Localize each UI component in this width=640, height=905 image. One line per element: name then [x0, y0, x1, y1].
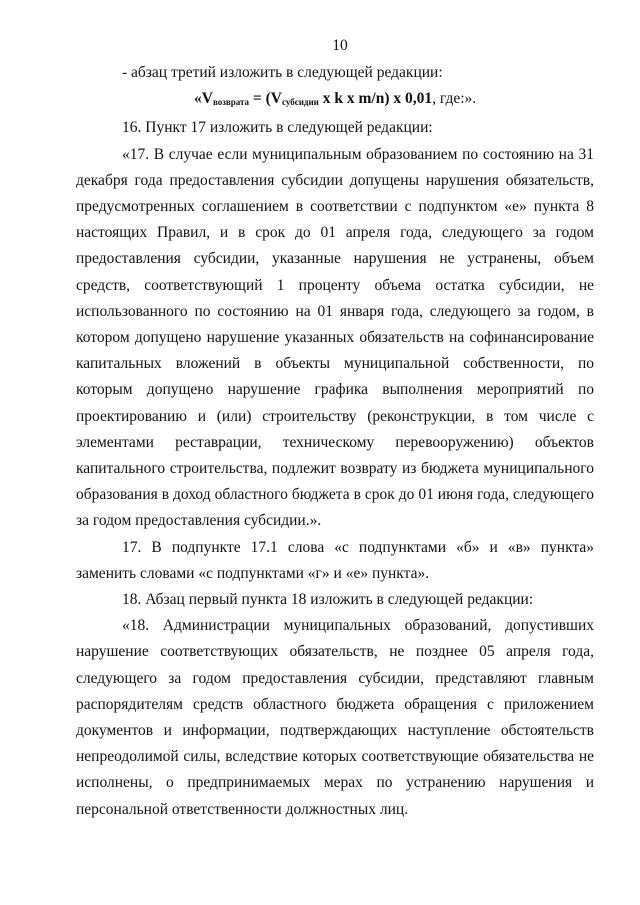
- formula-part: = (V: [249, 90, 282, 108]
- paragraph-17-change: 17. В подпункте 17.1 слова «с подпунктами «б» и «в» пункта» заменить словами «с подпунктами «г» и «е» пункта».: [76, 538, 594, 582]
- formula-part: x k x m/n) x 0,01: [318, 90, 433, 108]
- page-number: 10: [332, 37, 348, 54]
- paragraph-intro: - абзац третий изложить в следующей редакции:: [122, 64, 443, 81]
- paragraph-18: 18. Абзац первый пункта 18 изложить в следующей редакции:: [122, 591, 534, 609]
- formula: [76, 86, 594, 115]
- document-body: [76, 60, 594, 823]
- formula-subscript: возврата: [212, 97, 250, 108]
- paragraph-16: 16. Пункт 17 изложить в следующей редакции:: [122, 119, 433, 137]
- formula-tail: , где:».: [432, 90, 477, 108]
- paragraph-18-quote: «18. Администрации муниципальных образований, допустивших нарушение соответствующих обязательств, не позднее 05 апреля года, следующего за годом предоставления субсидии, представляют главным распорядителям средств областного бюджета обращения с приложением документов и информации, подтверждающих наступление обстоятельств непреодолимой силы, вследствие которых соответствующие обязательства не исполнены, о предпринимаемых мерах по устранению нарушения и персональной ответственности должностных лиц.: [76, 617, 594, 818]
- formula-part: «V: [194, 90, 213, 108]
- formula-subscript: субсидии: [281, 97, 319, 108]
- paragraph-17-quote: «17. В случае если муниципальным образованием по состоянию на 31 декабря года предоставления субсидии допущены нарушения обязательств, предусмотренных соглашением в соответствии с подпунктом «е» пункта 8 настоящих Правил, и в срок до 01 апреля года, следующего за годом предоставления субсидии, указанные нарушения не устранены, объем средств, соответствующий 1 проценту объема остатка субсидии, не использованного по состоянию на 01 января года, следующего за годом, в котором допущено нарушение указанных обязательств на софинансирование капитальных вложений в объекты муниципальной собственности, по которым допущено нарушение графика выполнения мероприятий по проектированию и (или) строительству (реконструкции, в том числе с элементами реставрации, техническому перевооружению) объектов капитального строительства, подлежит возврату из бюджета муниципального образования в доход областного бюджета в срок до 01 июня года, следующего за годом предоставления субсидии.».: [76, 145, 594, 530]
